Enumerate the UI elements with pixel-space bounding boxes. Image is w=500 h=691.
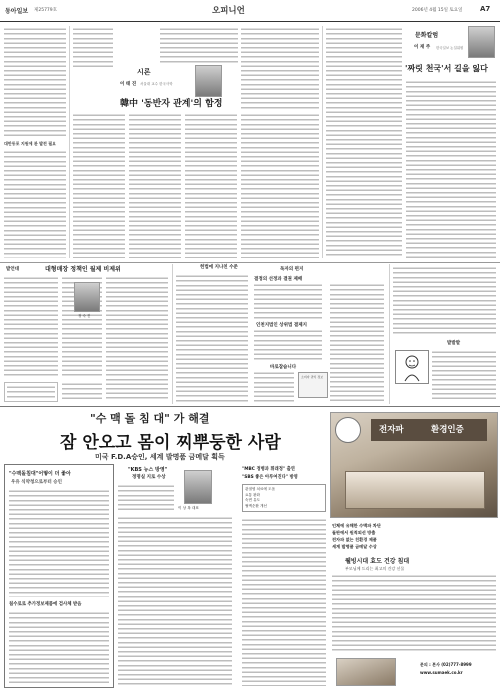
mid-col3-item-2: 인천지법인 상위법 결제지 <box>256 323 307 328</box>
column1-text-b <box>73 113 125 258</box>
ad-contact-web: www.sumaek.co.kr <box>420 670 463 675</box>
divider <box>322 26 323 258</box>
mid-col1-label: 발언대 <box>6 267 20 272</box>
bed-shape <box>345 471 485 509</box>
mid-col3-item-1: 결정의 선정과 결권 제배 <box>254 277 303 282</box>
column2-author-title: 한국일보 논설위원 <box>436 46 464 50</box>
mid-col1-bottom-a <box>4 382 58 402</box>
column2-text-a <box>326 27 402 258</box>
ad-contact-body: 부모님께 드리는 최고의 건강 선물 <box>345 566 405 571</box>
mid-col1-bottom-b <box>62 382 102 402</box>
ad-box1-subtitle: 우유 식약청으로부터 승인 <box>11 480 62 485</box>
divider <box>0 406 500 407</box>
left-column-body <box>4 27 66 137</box>
ad-box3-list-item: 혈액순환 개선 <box>245 503 267 508</box>
mid-col4-text-bottom <box>432 350 496 402</box>
column2-headline: '짜릿 천국'서 길을 잃다 <box>405 64 488 73</box>
mid-col1-person: 정 숙 진 <box>78 314 91 318</box>
mid-col2-text <box>176 274 248 404</box>
ad-box3-subtitle: "SBS 좋은 아루여진다" 방영 <box>242 475 298 480</box>
mid-col1-text-a <box>4 276 58 376</box>
column1-text-d <box>185 113 237 258</box>
column2-text-b <box>406 80 496 258</box>
ad-headline: "수 맥 돌 침 대" 가 해결 <box>90 412 210 425</box>
left-column-text <box>4 150 66 258</box>
ad-box3-list <box>242 484 326 512</box>
mid-col3-text-d <box>330 283 384 403</box>
mid-col1-person-photo <box>74 282 100 312</box>
ad-feature-item: 전자파 없는 친환경 제품 <box>332 537 377 542</box>
column1-text-e <box>241 27 319 111</box>
mid-col1-text-c <box>106 276 168 402</box>
mid-col3-ad-box <box>298 372 328 398</box>
ad-subhead: 잠 안오고 몸이 찌뿌둥한 사람 <box>60 433 281 453</box>
ad-box1-text-b <box>9 611 109 685</box>
column1-author-title: 서울대 교수 한국사학 <box>140 82 173 86</box>
column1-author-photo <box>195 65 222 97</box>
mid-col3-ad-label: 소비자 권익 정보 <box>301 375 324 379</box>
ad-badge <box>371 419 487 441</box>
masthead <box>0 0 500 22</box>
mid-col3-text-c <box>254 371 294 403</box>
ad-box2-title: "KBS 뉴스 방영" <box>128 467 168 473</box>
issue-date: 2006년 4월 15일 토요일 <box>412 8 463 13</box>
mid-col3-text-b <box>254 329 322 361</box>
ad-box3-list-item: 요통 완화 <box>245 492 261 497</box>
mid-col3-text-a <box>254 283 322 319</box>
ad-box1 <box>4 464 114 688</box>
ad-feature-item: 돌판에서 원적외선 방출 <box>332 530 376 535</box>
divider <box>172 264 173 404</box>
mid-col3-item-3: 바로잡습니다 <box>270 365 297 370</box>
ad-features <box>332 522 496 550</box>
ad-contact-tel: 문의 : 본사 (02)777-8999 <box>420 662 472 667</box>
column2-author-photo <box>468 26 495 58</box>
ad-box2-subtitle: 정명실 지로 수상 <box>132 475 166 480</box>
column1-text-top <box>160 27 238 63</box>
divider <box>69 26 70 258</box>
newspaper-name: 동아일보 <box>5 8 29 15</box>
left-column-text-lines <box>4 27 66 137</box>
cartoon-panel <box>395 350 429 384</box>
ad-box1-title: "수맥돌침대"어떻이 더 좋아 <box>9 471 71 477</box>
column2-author: 이 재 주 <box>414 45 431 50</box>
ad-box3-title: "MBC 정병과 휘래정" 출연 <box>242 467 295 472</box>
section-title: 오피니언 <box>212 6 245 16</box>
page-number: A7 <box>480 5 491 13</box>
ad-box2-text-b <box>118 516 232 686</box>
ad-box3 <box>240 466 328 688</box>
mid-col4-text-top <box>393 266 496 336</box>
ad-feature-item: 인체에 유해한 수맥파 차단 <box>332 523 381 528</box>
divider <box>0 262 500 263</box>
ad-badge-right: 환경인증 <box>431 425 464 435</box>
mid-col3-label: 독자의 편지 <box>280 267 304 272</box>
column1-text-a <box>73 27 113 67</box>
ad-box1-bottom-title: 침수로로 추가정보제품에 검사체 받음 <box>9 602 82 607</box>
mid-col2-headline: 헌법에 지나친 수준 <box>200 265 238 270</box>
column1-text-f <box>241 113 319 258</box>
ad-box3-text <box>242 518 326 686</box>
issue-number: 제25779호 <box>34 8 58 13</box>
ad-box3-list-item: 숙면 유도 <box>245 498 261 502</box>
ad-product-mini-photo <box>336 658 396 686</box>
ad-box2 <box>118 466 236 688</box>
column2-label: 문화칼럼 <box>415 32 439 39</box>
mid-col4-label: 발발발 <box>447 341 461 346</box>
cartoon-figure-icon <box>396 351 428 383</box>
column1-text-c <box>129 113 181 258</box>
ad-seal <box>335 417 361 443</box>
divider <box>389 264 390 404</box>
ad-badge-left: 전자파 <box>379 425 404 435</box>
ad-contact-text <box>332 574 496 654</box>
column1-headline: 韓中 '동반자 관계'의 함정 <box>120 99 223 109</box>
mid-col1-headline: 대형매장 정책인 월제 비제위 <box>45 266 121 273</box>
ad-product-photo <box>330 412 498 518</box>
ad-tagline: 미국 F.D.A승인, 세계 발명품 금메달 획득 <box>95 453 225 461</box>
ad-box3-list-item: 관절염 치료에 도움 <box>245 487 276 491</box>
column1-label: 시론 <box>137 68 151 76</box>
ad-box2-person: 이 상 복 대표 <box>178 506 199 510</box>
ad-feature-item: 세계 발명품 금메달 수상 <box>332 544 377 549</box>
ad-box2-person-photo <box>184 470 212 504</box>
ad-contact-headline: 웰빙시대 효도 건강 침대 <box>345 558 410 565</box>
ad-box1-text <box>9 489 109 597</box>
left-column-headline: 대만동포 지원에 관 발전 필요 <box>4 141 56 146</box>
column1-author: 이 태 진 <box>120 82 137 87</box>
ad-box2-text-a <box>118 484 174 512</box>
